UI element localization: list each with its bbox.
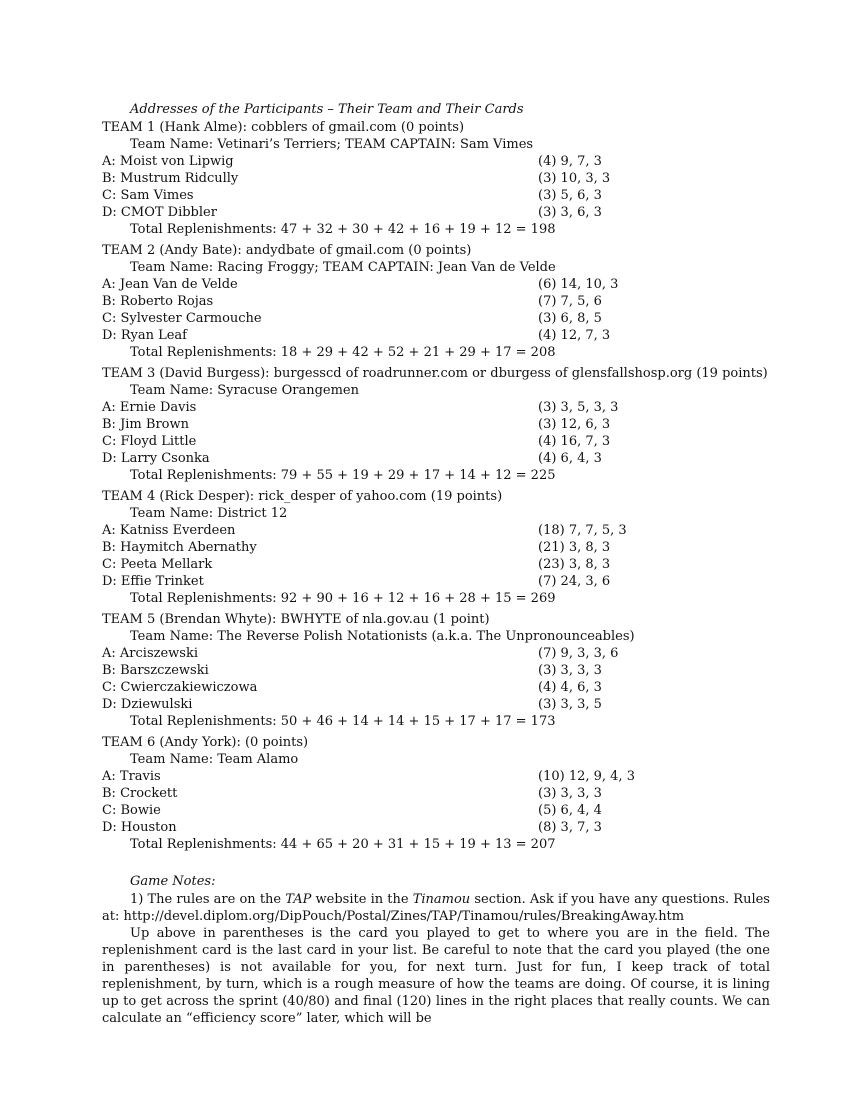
teams-list [102,119,770,853]
player-name: D: Effie Trinket [102,574,204,589]
player-row [102,768,770,785]
player-row [102,556,770,573]
player-row [102,170,770,187]
player-cards: (21) 3, 8, 3 [538,540,611,555]
player-cards: (7) 9, 3, 3, 6 [538,646,619,661]
player-name: C: Sam Vimes [102,188,194,203]
total-replenishments: Total Replenishments: 47 + 32 + 30 + 42 + 16 + 19 + 12 = 198 [130,222,556,237]
player-name: D: Larry Csonka [102,451,210,466]
player-row [102,153,770,170]
team-block [102,734,770,853]
player-name: B: Barszczewski [102,663,209,678]
team-header: TEAM 6 (Andy York): (0 points) [102,735,309,750]
notes-heading: Game Notes: [130,874,216,889]
player-cards: (7) 7, 5, 6 [538,294,602,309]
player-cards: (4) 6, 4, 3 [538,451,602,466]
player-name: A: Ernie Davis [102,400,197,415]
player-name: B: Jim Brown [102,417,189,432]
team-block [102,242,770,361]
player-name: C: Bowie [102,803,161,818]
player-name: D: Ryan Leaf [102,328,187,343]
player-cards: (3) 3, 3, 5 [538,697,602,712]
player-row [102,645,770,662]
player-cards: (23) 3, 8, 3 [538,557,611,572]
player-cards: (3) 3, 3, 3 [538,786,602,801]
player-row [102,450,770,467]
player-row [102,696,770,713]
player-name: A: Katniss Everdeen [102,523,236,538]
player-cards: (4) 12, 7, 3 [538,328,611,343]
team-block [102,365,770,484]
player-row [102,293,770,310]
player-name: A: Jean Van de Velde [102,277,238,292]
player-name: B: Mustrum Ridcully [102,171,239,186]
player-cards: (8) 3, 7, 3 [538,820,602,835]
player-cards: (3) 3, 5, 3, 3 [538,400,619,415]
notes-text: 1) The rules are on the [130,892,286,907]
player-cards: (5) 6, 4, 4 [538,803,602,818]
player-name: C: Sylvester Carmouche [102,311,262,326]
player-row [102,539,770,556]
team-block [102,488,770,607]
tap-emphasis: TAP [285,892,312,907]
team-header: TEAM 5 (Brendan Whyte): BWHYTE of nla.gov.au (1 point) [102,612,490,627]
player-cards: (4) 16, 7, 3 [538,434,611,449]
notes-paragraph-1 [102,891,770,925]
game-notes [102,873,770,1027]
player-cards: (3) 12, 6, 3 [538,417,611,432]
player-cards: (3) 3, 6, 3 [538,205,602,220]
player-cards: (10) 12, 9, 4, 3 [538,769,635,784]
player-row [102,276,770,293]
player-name: C: Cwierczakiewiczowa [102,680,258,695]
player-row [102,416,770,433]
player-name: D: Dziewulski [102,697,193,712]
player-row [102,573,770,590]
team-name-line: Team Name: District 12 [130,506,288,521]
player-row [102,204,770,221]
document-page [102,101,770,1027]
player-name: B: Roberto Rojas [102,294,214,309]
player-cards: (6) 14, 10, 3 [538,277,619,292]
player-row [102,679,770,696]
player-row [102,819,770,836]
player-row [102,327,770,344]
player-cards: (4) 4, 6, 3 [538,680,602,695]
team-header: TEAM 1 (Hank Alme): cobblers of gmail.com (0 points) [102,120,465,135]
player-name: A: Travis [102,769,161,784]
player-cards: (7) 24, 3, 6 [538,574,611,589]
team-header: TEAM 2 (Andy Bate): andydbate of gmail.com (0 points) [102,243,472,258]
team-block [102,611,770,730]
player-row [102,310,770,327]
tinamou-emphasis: Tinamou [412,892,471,907]
player-cards: (3) 3, 3, 3 [538,663,602,678]
player-name: A: Arciszewski [102,646,198,661]
player-row [102,802,770,819]
team-header: TEAM 4 (Rick Desper): rick_desper of yahoo.com (19 points) [102,489,503,504]
team-name-line: Team Name: Vetinari’s Terriers; TEAM CAPTAIN: Sam Vimes [130,137,534,152]
total-replenishments: Total Replenishments: 92 + 90 + 16 + 12 + 16 + 28 + 15 = 269 [130,591,556,606]
total-replenishments: Total Replenishments: 44 + 65 + 20 + 31 + 15 + 19 + 13 = 207 [130,837,556,852]
player-row [102,187,770,204]
team-name-line: Team Name: Team Alamo [130,752,299,767]
team-header: TEAM 3 (David Burgess): burgesscd of roadrunner.com or dburgess of glensfallshosp.org (19 points) [102,366,768,381]
team-name-line: Team Name: The Reverse Polish Notationists (a.k.a. The Unpronounceables) [130,629,635,644]
player-name: C: Floyd Little [102,434,197,449]
player-cards: (3) 10, 3, 3 [538,171,611,186]
notes-text: website in the [311,892,413,907]
player-row [102,433,770,450]
team-name-line: Team Name: Syracuse Orangemen [130,383,359,398]
player-name: C: Peeta Mellark [102,557,213,572]
section-heading: Addresses of the Participants – Their Team and Their Cards [130,102,524,117]
team-block [102,119,770,238]
player-name: D: CMOT Dibbler [102,205,217,220]
player-name: D: Houston [102,820,177,835]
player-cards: (3) 6, 8, 5 [538,311,602,326]
player-row [102,522,770,539]
player-row [102,662,770,679]
player-cards: (18) 7, 7, 5, 3 [538,523,627,538]
player-row [102,399,770,416]
total-replenishments: Total Replenishments: 79 + 55 + 19 + 29 + 17 + 14 + 12 = 225 [130,468,556,483]
player-cards: (3) 5, 6, 3 [538,188,602,203]
player-cards: (4) 9, 7, 3 [538,154,602,169]
notes-paragraph-2: Up above in parentheses is the card you played to get to where you are in the field. The replenishment card is the last card in your list. Be careful to note that the card you played (the one in parentheses) is not available for you, for next turn. Just for fun, I keep track of total replenishment, by turn, which is a rough measure of how the teams are doing. Of course, it is lining up to get across the sprint (40/80) and final (120) lines in the right places that really counts. We can calculate an “efficiency score” later, which will be [102,926,770,1026]
team-name-line: Team Name: Racing Froggy; TEAM CAPTAIN: Jean Van de Velde [130,260,556,275]
total-replenishments: Total Replenishments: 18 + 29 + 42 + 52 + 21 + 29 + 17 = 208 [130,345,556,360]
player-name: B: Haymitch Abernathy [102,540,257,555]
player-name: B: Crockett [102,786,178,801]
player-name: A: Moist von Lipwig [102,154,234,169]
notes-text: section. Ask if you have any questions. Rules at: http://devel.diplom.org/DipPouch/Postal/Zines/TAP/Tinamou/rules/BreakingAway.htm [102,892,770,924]
total-replenishments: Total Replenishments: 50 + 46 + 14 + 14 + 15 + 17 + 17 = 173 [130,714,556,729]
player-row [102,785,770,802]
